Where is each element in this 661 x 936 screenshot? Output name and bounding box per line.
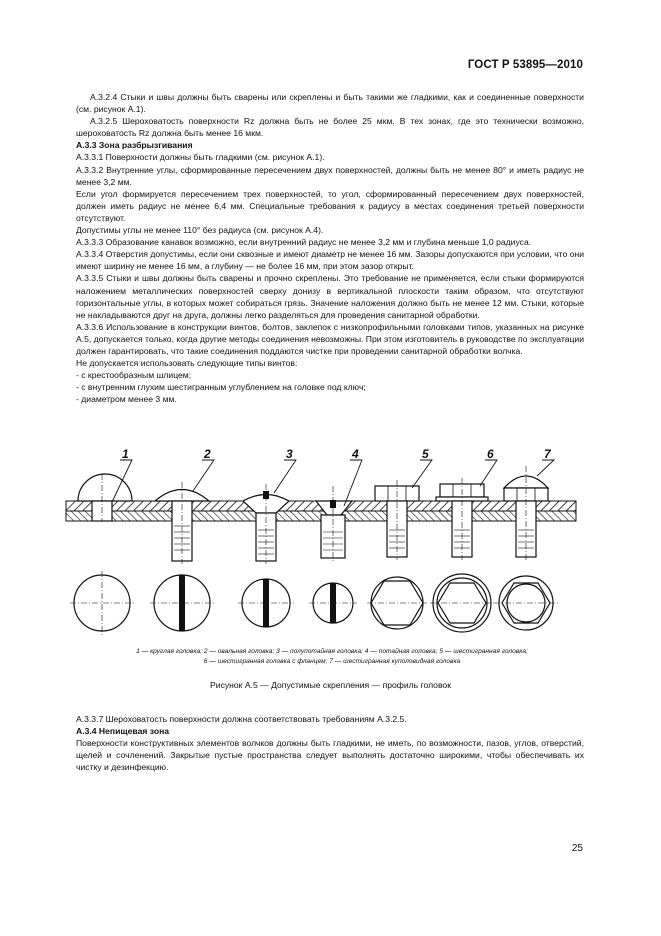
top-view-hex-domed bbox=[494, 576, 558, 630]
top-view-hex bbox=[367, 577, 427, 629]
fastener-semi-countersunk bbox=[243, 484, 289, 564]
para-a331: А.3.3.1 Поверхности должны быть гладкими (см. рисунок А.1). bbox=[76, 152, 325, 163]
para-a324: А.3.2.4 Стыки и швы должны быть сварены или скреплены и быть такими же гладкими, как и соединенные поверхности (см. рисунок А.1). bbox=[76, 92, 584, 115]
legend-line-1: 1 — круглая головка; 2 — овальная головка; 3 — полупотайная головка; 4 — потайная головка; 5 — шестигранная головка; bbox=[136, 648, 528, 655]
figure-legend bbox=[62, 647, 602, 666]
para-a337: А.3.3.7 Шероховатость поверхности должна соответствовать требованиям А.3.2.5. bbox=[76, 714, 407, 724]
legend-line-2: 6 — шестигранная головка с фланцем; 7 — шестигранная куполовидная головка bbox=[203, 657, 461, 665]
text-bottom bbox=[76, 713, 584, 773]
page-number: 25 bbox=[571, 843, 583, 854]
figure-a5 bbox=[62, 446, 582, 651]
para-a332-cont: Если угол формируется пересечением трех поверхностей, то угол, сформированный пересечением двух поверхностей, должен иметь радиус не менее 6,4 мм. Специальные требования к радиусу в местах соединения третьей поверхности отсутствуют. bbox=[76, 188, 584, 223]
para-a325: А.3.2.5 Шероховатость поверхности Rz должна быть не более 25 мкм. В тех зонах, где это технически возможно, шероховатость Rz должна быть менее 16 мкм. bbox=[76, 116, 584, 139]
top-view-countersunk bbox=[309, 583, 357, 623]
label-5: 5 bbox=[422, 447, 429, 461]
label-2: 2 bbox=[204, 447, 211, 461]
list-item-cross-slot: - с крестообразным шлицем; bbox=[76, 370, 192, 381]
top-views bbox=[70, 571, 558, 635]
list-item-diameter: - диаметром менее 3 мм. bbox=[76, 394, 177, 405]
heading-a34: А.3.4 Непищевая зона bbox=[76, 726, 170, 737]
top-view-oval bbox=[150, 575, 214, 631]
heading-a33: А.3.3 Зона разбрызгивания bbox=[76, 140, 193, 151]
figure-title: Рисунок А.5 — Допустимые скрепления — профиль головок bbox=[210, 680, 451, 690]
top-view-hex-flange bbox=[430, 574, 494, 632]
label-7: 7 bbox=[544, 447, 551, 461]
para-a336: А.3.3.6 Использование в конструкции винтов, болтов, заклепок с низкопрофильными головками типов, указанных на рисунке А.5, допускается только, когда другие методы соединения невозможны. При этом изготовитель в руководстве по эксплуатации должен гарантировать, что такие соединения поддаются чистке при проведении санитарной обработки волчка. bbox=[76, 321, 584, 356]
label-4: 4 bbox=[352, 447, 359, 461]
para-a332: А.3.3.2 Внутренние углы, сформированные пересечением двух поверхностей, должны быть не менее 80° и иметь радиус не менее 3,2 мм. bbox=[76, 164, 584, 187]
fasteners-drawing bbox=[62, 446, 582, 651]
label-6: 6 bbox=[487, 447, 494, 461]
label-1: 1 bbox=[122, 447, 129, 461]
document-code: ГОСТ Р 53895—2010 bbox=[467, 59, 583, 71]
text-top bbox=[76, 91, 584, 405]
top-view-semi-countersunk bbox=[238, 579, 294, 627]
para-not-allowed: Не допускается использовать следующие типы винтов: bbox=[76, 358, 298, 369]
para-a334: А.3.3.4 Отверстия допустимы, если они сквозные и имеют диаметр не менее 16 мм. Зазоры допускаются при условии, что они имеют ширину не менее 16 мм, а глубину — не более 16 мм, при этом зазор открыт. bbox=[76, 249, 585, 272]
para-a34: Поверхности конструктивных элементов волчков должны быть гладкими, не иметь, по возможности, пазов, углов, отверстий, щелей и сочленений. Закрытые пустые пространства следует выполнять достаточно широкими, чтобы обеспечивать их чистку и дезинфекцию. bbox=[76, 738, 584, 773]
top-view-round bbox=[70, 571, 134, 635]
label-3: 3 bbox=[286, 447, 293, 461]
para-a332-angles: Допустимы углы не менее 110° без радиуса (см. рисунок А.4). bbox=[76, 225, 324, 236]
para-a333: А.3.3.3 Образование канавок возможно, если внутренний радиус не менее 3,2 мм и глубина меньше 1,0 радиуса. bbox=[76, 237, 532, 248]
fastener-oval-head bbox=[155, 482, 209, 564]
list-item-hex-socket: - с внутренним глухим шестигранным углублением на головке под ключ; bbox=[76, 382, 366, 393]
fastener-countersunk bbox=[316, 486, 352, 561]
para-a335: А.3.3.5 Стыки и швы должны быть сварены и прочно скреплены. Это требование не применяется, если стыки формируются наложением металлических поверхностей сверху донизу в вертикальной плоскости таким образом, что отсутствуют горизонтальные углы, в которых может собираться грязь. Значение наложения должно быть не менее 12 мм. Стыки, которые не накладываются друг на друга, должны легко разделяться для проведения санитарной обработки. bbox=[76, 273, 584, 320]
